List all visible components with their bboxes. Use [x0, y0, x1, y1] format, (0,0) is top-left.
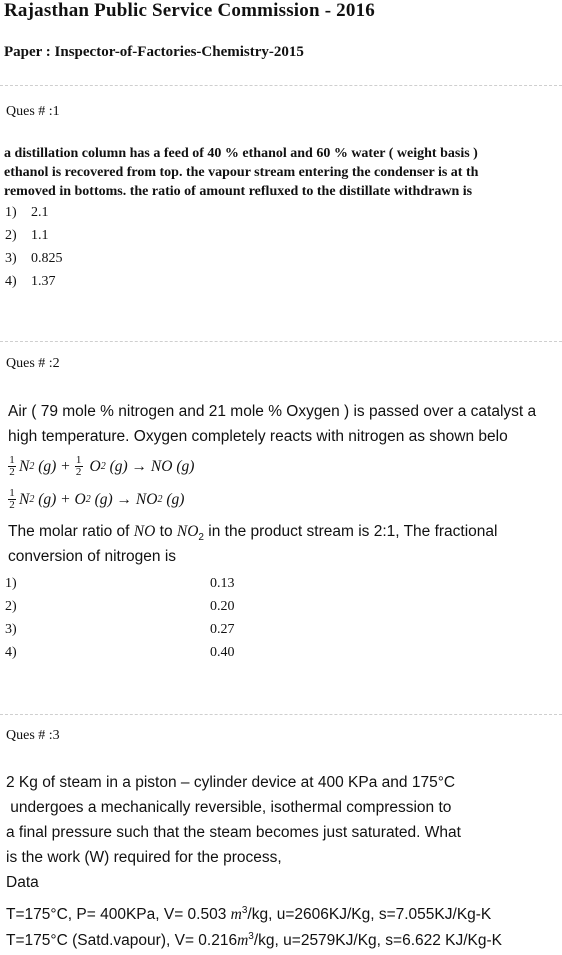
- question-1-line-2: ethanol is recovered from top. the vapour stream entering the condenser is at th: [4, 165, 479, 180]
- question-1-label: Ques # :1: [6, 104, 60, 119]
- question-1-option-1: 1) 2.1: [5, 205, 49, 220]
- question-1-option-2: 2) 1.1: [5, 228, 49, 243]
- question-1-option-4: 4) 1.37: [5, 274, 56, 289]
- question-2-line-1: Air ( 79 mole % nitrogen and 21 mole % Oxygen ) is passed over a catalyst a: [8, 403, 537, 420]
- question-2-option-3: 3) 0.27: [5, 622, 235, 637]
- question-3-label: Ques # :3: [6, 728, 60, 743]
- question-3-data-1: T=175°C, P= 400KPa, V= 0.503 $m^3/kg$, u=2606KJ/Kg, s=7.055KJ/Kg-K: [6, 905, 492, 924]
- question-2-last-line: conversion of nitrogen is: [8, 548, 177, 565]
- question-2-line-2: high temperature. Oxygen completely reacts with nitrogen as shown belo: [8, 428, 508, 445]
- question-3-line-5: Data: [6, 874, 39, 891]
- question-3-line-4: is the work (W) required for the process,: [6, 849, 282, 866]
- question-2-option-1: 1) 0.13: [5, 576, 235, 591]
- question-2-label: Ques # :2: [6, 356, 60, 371]
- question-1-line-3: removed in bottoms. the ratio of amount refluxed to the distillate withdrawn is: [4, 184, 473, 199]
- paper-title: Paper : Inspector-of-Factories-Chemistry-2015: [4, 44, 304, 60]
- question-1-option-3: 3) 0.825: [5, 251, 63, 266]
- question-2-option-4: 4) 0.40: [5, 645, 235, 660]
- question-2-option-2: 2) 0.20: [5, 599, 235, 614]
- question-3-data-2: T=175°C (Satd.vapour), $V= 0.216m^3/kg$, u=2579KJ/Kg, s=6.622 KJ/Kg-K: [6, 931, 503, 950]
- equation-2: $\frac{1}{2}$ N 2 (g) + O 2 (g) → NO 2 (g): [9, 487, 185, 511]
- question-2-molar-line: The molar ratio of NO to $NO_2$ in the product stream is 2:1, The fractional: [8, 523, 498, 544]
- separator: [0, 714, 562, 715]
- question-3-line-1: 2 Kg of steam in a piston – cylinder device at 400 KPa and 175°C: [6, 774, 456, 791]
- question-1-line-1: a distillation column has a feed of 40 % ethanol and 60 % water ( weight basis ): [4, 146, 478, 161]
- question-3-line-3: a final pressure such that the steam becomes just saturated. What: [6, 824, 461, 841]
- equation-1: $\frac{1}{2}$ N 2 (g) + $\frac{1}{2}$ O 2 (g) → NO (g): [9, 454, 195, 478]
- page-title: Rajasthan Public Service Commission - 2016: [4, 0, 375, 21]
- question-3-line-2: undergoes a mechanically reversible, isothermal compression to: [6, 799, 452, 816]
- separator: [0, 341, 562, 342]
- separator: [0, 85, 562, 86]
